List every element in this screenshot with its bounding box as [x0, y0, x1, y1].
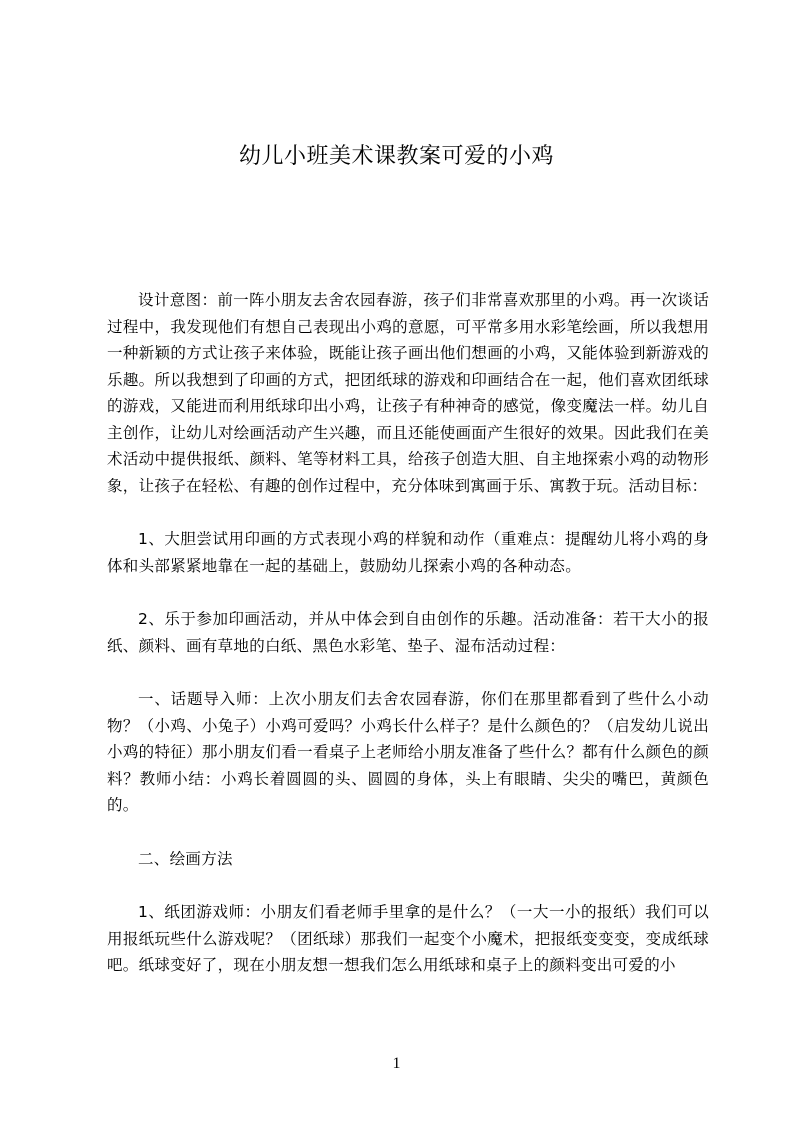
document-body: [107, 287, 709, 979]
paragraph-paper-game: 1、纸团游戏师：小朋友们看老师手里拿的是什么？（一大一小的报纸）我们可以用报纸玩些什么游戏呢？（团纸球）那我们一起变个小魔术，把报纸变变变，变成纸球吧。纸球变好了，现在小朋友想一想我们怎么用纸球和桌子上的颜料变出可爱的小: [107, 903, 709, 974]
page-number: 1: [392, 1055, 401, 1072]
paragraph-design-intent: 设计意图：前一阵小朋友去舍农园春游，孩子们非常喜欢那里的小鸡。再一次谈话过程中，我发现他们有想自己表现出小鸡的意愿，可平常多用水彩笔绘画，所以我想用一种新颖的方式让孩子来体验，既能让孩子画出他们想画的小鸡，又能体验到新游戏的乐趣。所以我想到了印画的方式，把团纸球的游戏和印画结合在一起，他们喜欢团纸球的游戏，又能进而利用纸球印出小鸡，让孩子有种神奇的感觉，像变魔法一样。幼儿自主创作，让幼儿对绘画活动产生兴趣，而且还能使画面产生很好的效果。因此我们在美术活动中提供报纸、颜料、笔等材料工具，给孩子创造大胆、自主地探索小鸡的动物形象，让孩子在轻松、有趣的创作过程中，充分体味到寓画于乐、寓教于玩。活动目标：: [107, 291, 709, 495]
paragraph-goal-2: 2、乐于参加印画活动，并从中体会到自由创作的乐趣。活动准备：若干大小的报纸、颜料、画有草地的白纸、黑色水彩笔、垫子、湿布活动过程：: [107, 610, 709, 655]
paragraph-section-heading: 二、绘画方法: [138, 849, 233, 868]
paragraph-goal-1: 1、大胆尝试用印画的方式表现小鸡的样貌和动作（重难点：提醒幼儿将小鸡的身体和头部紧紧地靠在一起的基础上，鼓励幼儿探索小鸡的各种动态。: [107, 530, 709, 575]
paragraph-topic-intro: 一、话题导入师：上次小朋友们去舍农园春游，你们在那里都看到了些什么小动物？（小鸡、小兔子）小鸡可爱吗？小鸡长什么样子？是什么颜色的？（启发幼儿说出小鸡的特征）那小朋友们看一看桌子上老师给小朋友准备了些什么？都有什么颜色的颜料？教师小结：小鸡长着圆圆的头、圆圆的身体，头上有眼睛、尖尖的嘴巴，黄颜色的。: [107, 690, 709, 814]
document-title: 幼儿小班美术课教案可爱的小鸡: [238, 144, 554, 169]
